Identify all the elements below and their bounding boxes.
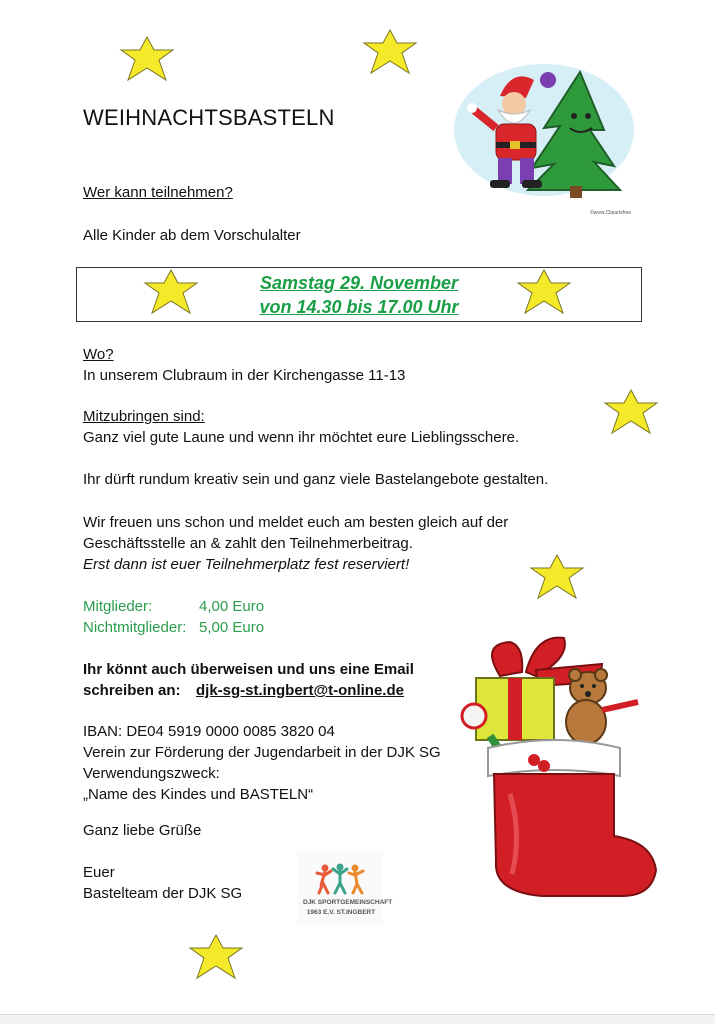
fee-nonmember-label: Nichtmitglieder: [83, 619, 187, 636]
signature-2: Bastelteam der DJK SG [83, 885, 243, 902]
djk-figures-icon [315, 863, 365, 895]
star-icon [362, 28, 418, 76]
djk-logo-name: DJK SPORTGEMEINSCHAFT [303, 899, 393, 906]
date-line: Samstag 29. November [259, 273, 459, 293]
register-text-2: Geschäftsstelle an & zahlt den Teilnehmerbeitrag. [83, 535, 413, 552]
bring-text: Ganz viel gute Laune und wenn ihr möchtet eure Lieblingsschere. [83, 429, 520, 446]
account-holder: Verein zur Förderung der Jugendarbeit in der DJK SG [83, 744, 441, 761]
transfer-prefix: schreiben an: [83, 682, 181, 699]
santa-tree-clipart [452, 58, 636, 200]
transfer-text: Ihr könnt auch überweisen und uns eine Email [83, 661, 414, 678]
participants-heading: Wer kann teilnehmen? [83, 184, 233, 201]
djk-logo-subline: 1963 E.V. ST.INGBERT [306, 909, 376, 916]
djk-logo [297, 851, 393, 925]
location-heading: Wo? [83, 346, 114, 363]
star-icon [119, 35, 175, 83]
fee-member-label: Mitglieder: [83, 598, 153, 615]
time-line: von 14.30 bis 17.00 Uhr [259, 297, 459, 317]
register-text-1: Wir freuen uns schon und meldet euch am besten gleich auf der [83, 514, 509, 531]
star-icon [188, 933, 244, 981]
date-box [76, 267, 642, 322]
participants-text: Alle Kinder ab dem Vorschulalter [83, 227, 301, 244]
christmas-boot-clipart [452, 624, 662, 906]
page-edge [0, 1014, 715, 1015]
fee-nonmember-amount: 5,00 Euro [199, 619, 265, 636]
star-icon [529, 553, 585, 601]
star-icon [603, 388, 659, 436]
signature-1: Euer [83, 864, 115, 881]
register-note: Erst dann ist euer Teilnehmerplatz fest reserviert! [83, 556, 410, 573]
clipart-credit: ©www.Clipartsfree [590, 210, 632, 216]
greeting: Ganz liebe Grüße [83, 822, 202, 839]
purpose-label: Verwendungszweck: [83, 765, 220, 782]
page-title: WEIHNACHTSBASTELN [83, 105, 335, 130]
fee-member-amount: 4,00 Euro [199, 598, 265, 615]
creative-text: Ihr dürft rundum kreativ sein und ganz viele Bastelangebote gestalten. [83, 471, 549, 488]
email-link[interactable]: djk-sg-st.ingbert@t-online.de [196, 682, 404, 699]
purpose-text: „Name des Kindes und BASTELN“ [83, 786, 314, 803]
iban-text: IBAN: DE04 5919 0000 0085 3820 04 [83, 723, 335, 740]
location-text: In unserem Clubraum in der Kirchengasse 11-13 [83, 367, 406, 384]
bring-heading: Mitzubringen sind: [83, 408, 205, 425]
